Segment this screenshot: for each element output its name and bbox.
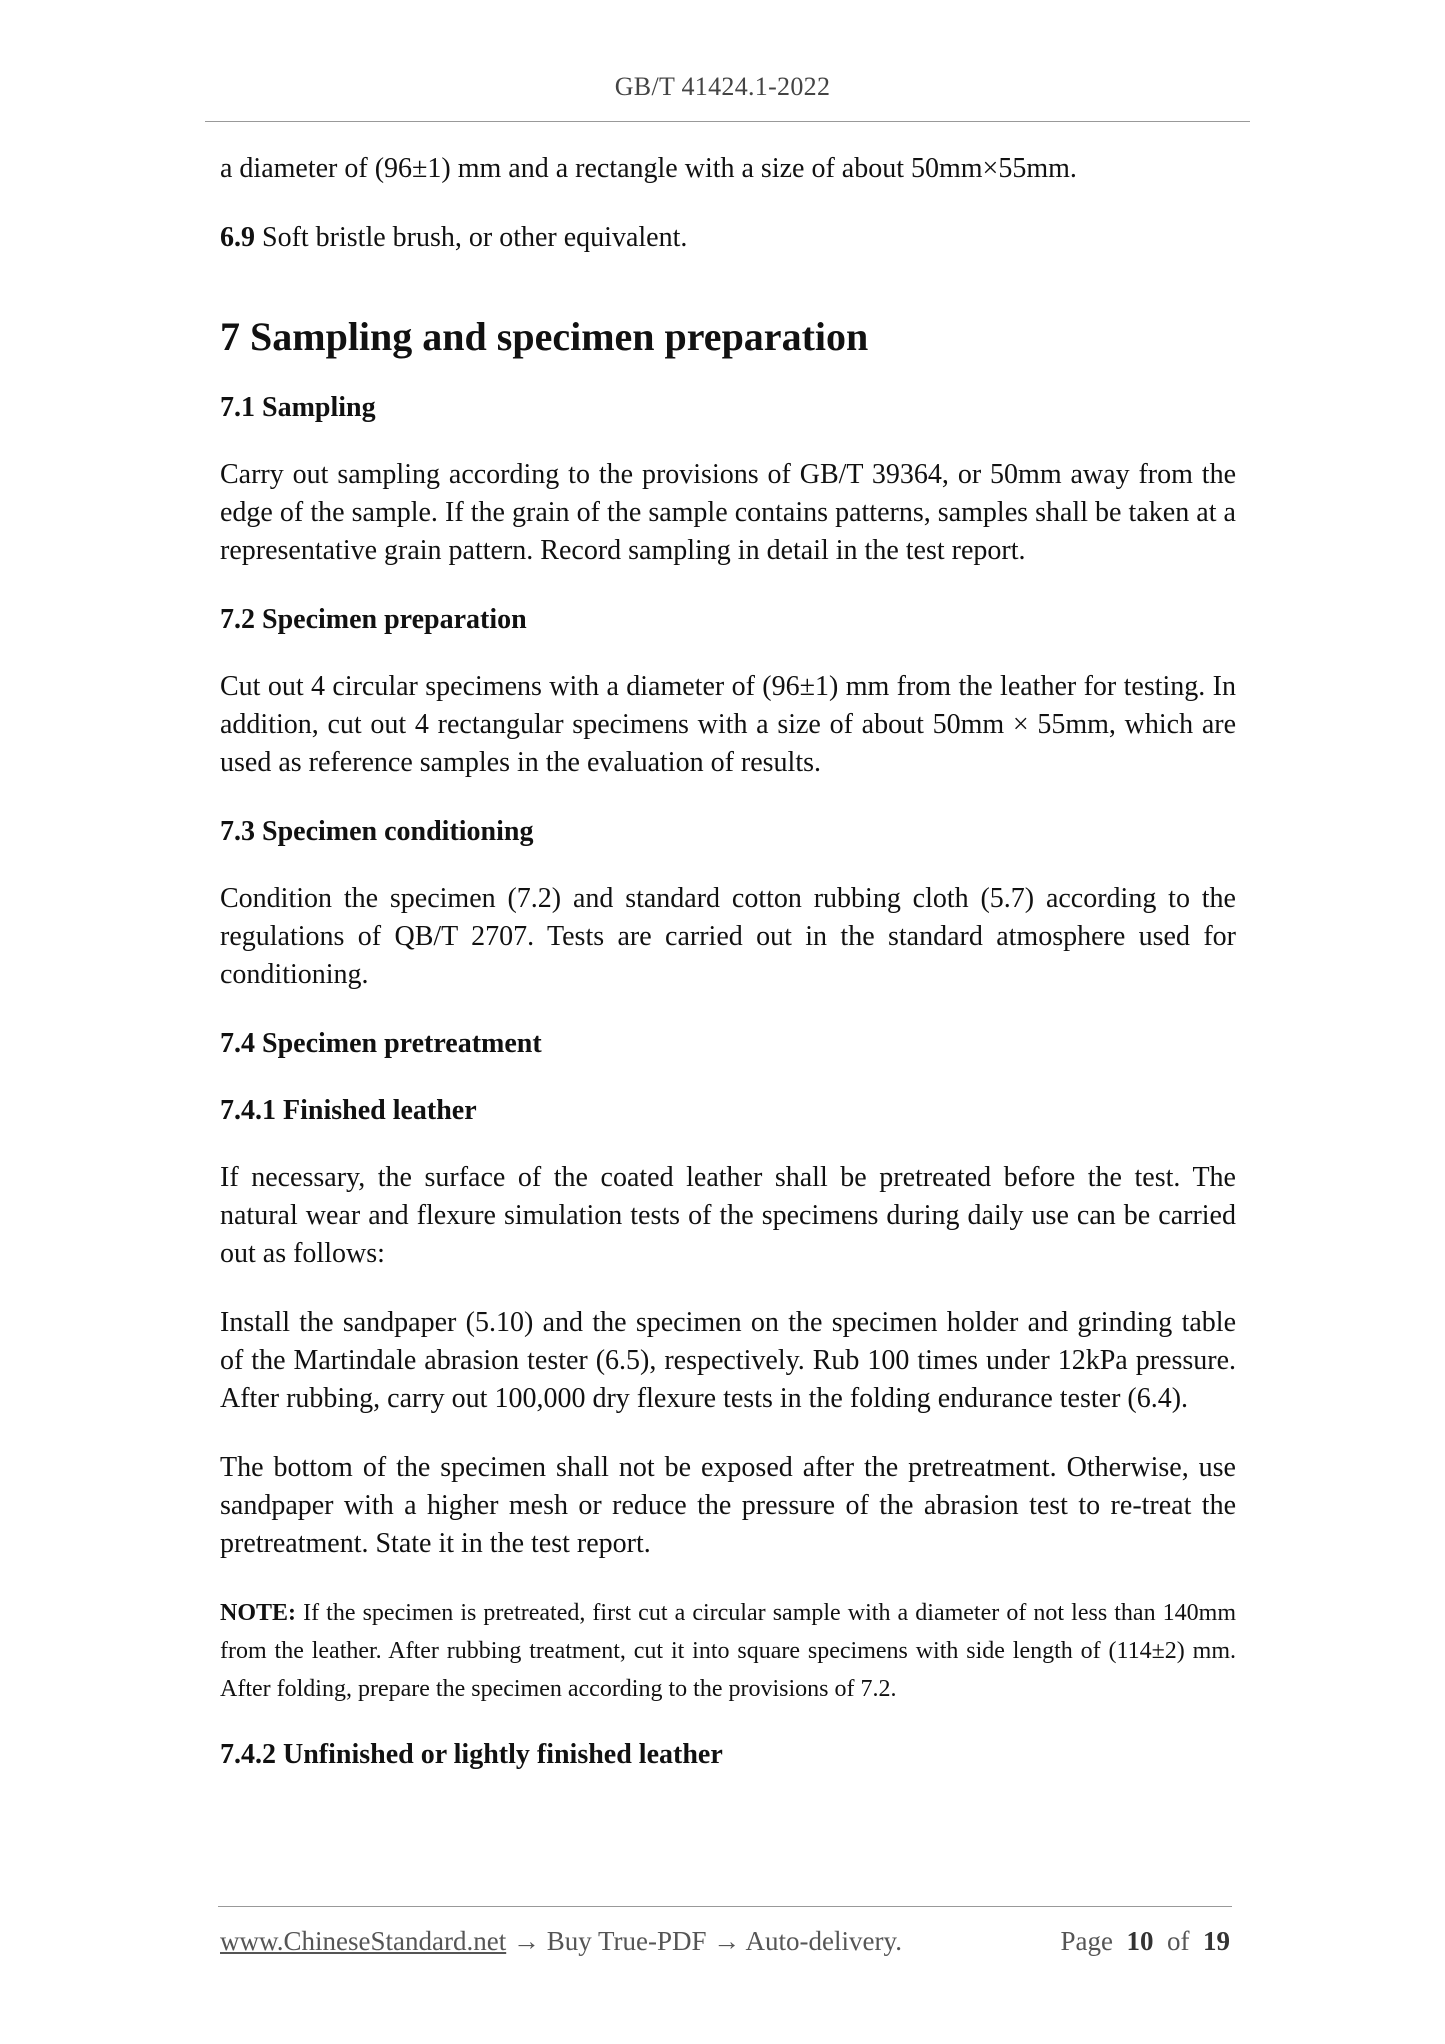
page-of-label: of: [1167, 1926, 1190, 1956]
subsection-heading-7-4-1: 7.4.1 Finished leather: [220, 1095, 477, 1126]
clause-number: 6.9: [220, 222, 255, 253]
subsection-heading-7-1: 7.1 Sampling: [220, 392, 376, 423]
document-body: [220, 150, 1236, 1803]
paragraph-7-4-1-b: Install the sandpaper (5.10) and the specimen on the specimen holder and grinding table of the Martindale abrasion tester (6.5), respectively. Rub 100 times under 12kPa pressure. After rubbing, carry out 100,000 dry flexure tests in the folding endurance tester (6.4).: [220, 1307, 1236, 1414]
page-total: 19: [1203, 1926, 1230, 1956]
note-label: NOTE:: [220, 1600, 297, 1626]
footer-tagline: → Buy True-PDF → Auto-delivery.: [506, 1926, 902, 1956]
paragraph-7-2: Cut out 4 circular specimens with a diameter of (96±1) mm from the leather for testing. In addition, cut out 4 rectangular specimens with a size of about 50mm × 55mm, which are used as reference samples in the evaluation of results.: [220, 671, 1236, 778]
note: [220, 1594, 1236, 1708]
section-heading-7: 7 Sampling and specimen preparation: [220, 314, 869, 359]
footer-promo: [220, 1926, 902, 1957]
paragraph-7-3: Condition the specimen (7.2) and standard cotton rubbing cloth (5.7) according to the regulations of QB/T 2707. Tests are carried out in the standard atmosphere used for conditioning.: [220, 883, 1236, 990]
paragraph-continuation: a diameter of (96±1) mm and a rectangle with a size of about 50mm×55mm.: [220, 153, 1077, 184]
standard-number-header: GB/T 41424.1-2022: [614, 72, 831, 101]
clause-6-9: [220, 219, 1236, 257]
clause-text: Soft bristle brush, or other equivalent.: [255, 222, 688, 253]
subsection-heading-7-4: 7.4 Specimen pretreatment: [220, 1028, 542, 1059]
paragraph-7-4-1-c: The bottom of the specimen shall not be exposed after the pretreatment. Otherwise, use sandpaper with a higher mesh or reduce the pressure of the abrasion test to re-treat the pretreatment. State it in the test report.: [220, 1452, 1236, 1559]
header-divider: [205, 121, 1250, 122]
paragraph-7-4-1-a: If necessary, the surface of the coated leather shall be pretreated before the test. The natural wear and flexure simulation tests of the specimens during daily use can be carried out as follows:: [220, 1162, 1236, 1269]
note-text: If the specimen is pretreated, first cut a circular sample with a diameter of not less than 140mm from the leather. After rubbing treatment, cut it into square specimens with side length of (114±2) mm. After folding, prepare the specimen according to the provisions of 7.2.: [220, 1600, 1236, 1702]
website-link[interactable]: www.ChineseStandard.net: [220, 1926, 507, 1956]
page-current: 10: [1126, 1926, 1154, 1956]
paragraph-7-1: Carry out sampling according to the provisions of GB/T 39364, or 50mm away from the edge of the sample. If the grain of the sample contains patterns, samples shall be taken at a representative grain pattern. Record sampling in detail in the test report.: [220, 459, 1236, 566]
page-number: [1061, 1926, 1230, 1957]
subsection-heading-7-4-2: 7.4.2 Unfinished or lightly finished leather: [220, 1739, 723, 1770]
page-label: Page: [1060, 1926, 1113, 1956]
subsection-heading-7-3: 7.3 Specimen conditioning: [220, 816, 534, 847]
footer-divider: [218, 1906, 1232, 1907]
subsection-heading-7-2: 7.2 Specimen preparation: [220, 604, 527, 635]
